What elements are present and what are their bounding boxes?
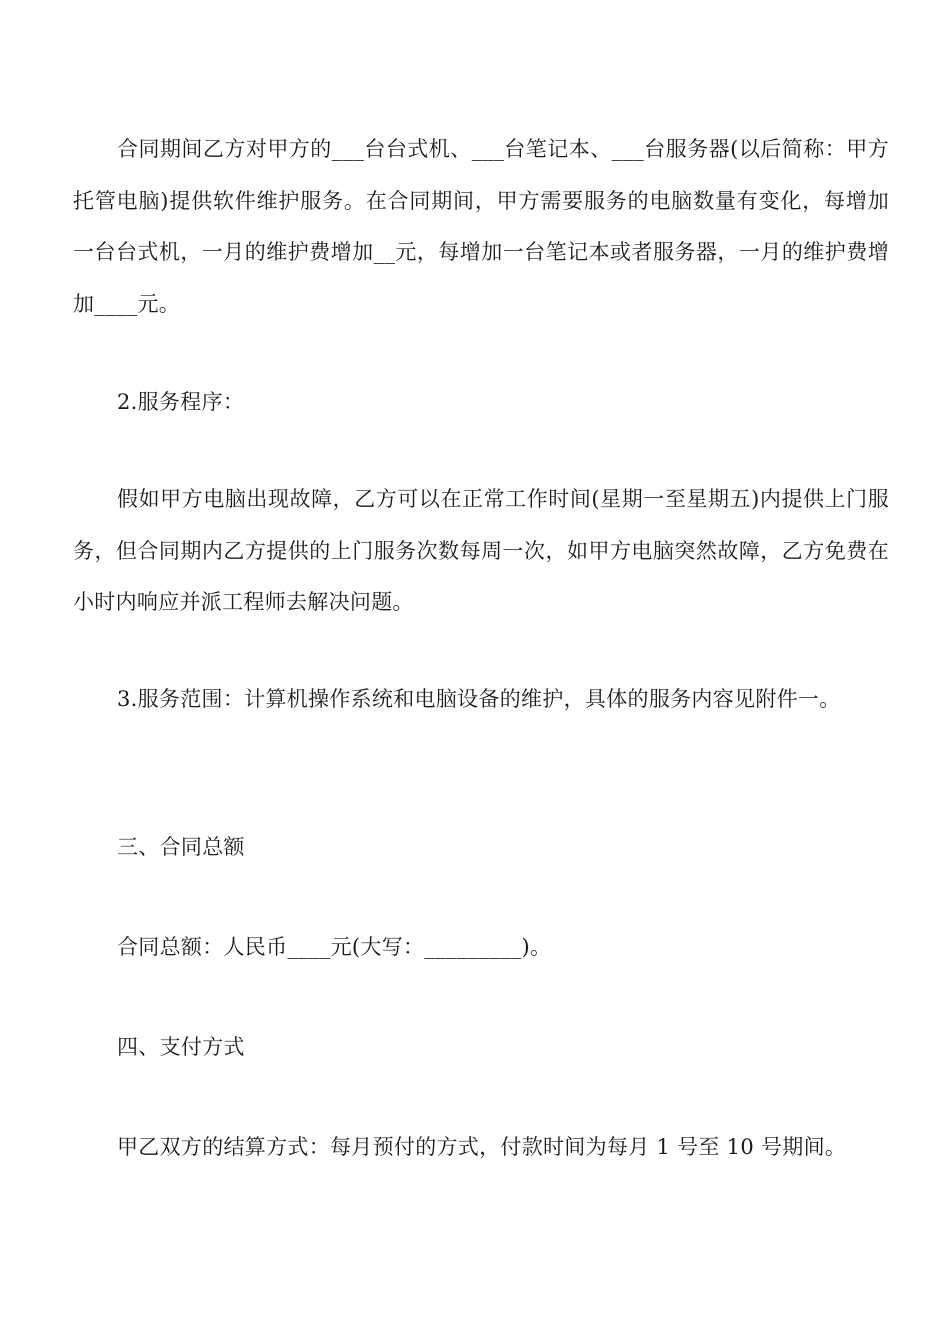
section-heading-payment-method: 四、支付方式	[117, 1035, 245, 1059]
section-title-service-procedure: 2.服务程序：	[117, 390, 245, 414]
paragraph-payment-schedule: 甲乙双方的结算方式：每月预付的方式，付款时间为每月 1 号至 10 号期间。	[117, 1135, 847, 1159]
section-heading-contract-total: 三、合同总额	[117, 835, 245, 859]
paragraph-service-procedure: 假如甲方电脑出现故障，乙方可以在正常工作时间(星期一至星期五)内提供上门服务，但合同期内乙方提供的上门服务次数每周一次，如甲方电脑突然故障，乙方免费在小时内响应并派工程师去解决问题。	[73, 487, 889, 614]
paragraph-contract-total-amount: 合同总额：人民币____元(大写：_________)。	[117, 935, 552, 959]
section-service-range: 3.服务范围：计算机操作系统和电脑设备的维护，具体的服务内容见附件一。	[117, 687, 841, 711]
paragraph-service-scope-devices: 合同期间乙方对甲方的___台台式机、___台笔记本、___台服务器(以后简称：甲方托管电脑)提供软件维护服务。在合同期间，甲方需要服务的电脑数量有变化，每增加一台台式机，一月的维护费增加__元，每增加一台笔记本或者服务器，一月的维护费增加____元。	[73, 137, 889, 316]
